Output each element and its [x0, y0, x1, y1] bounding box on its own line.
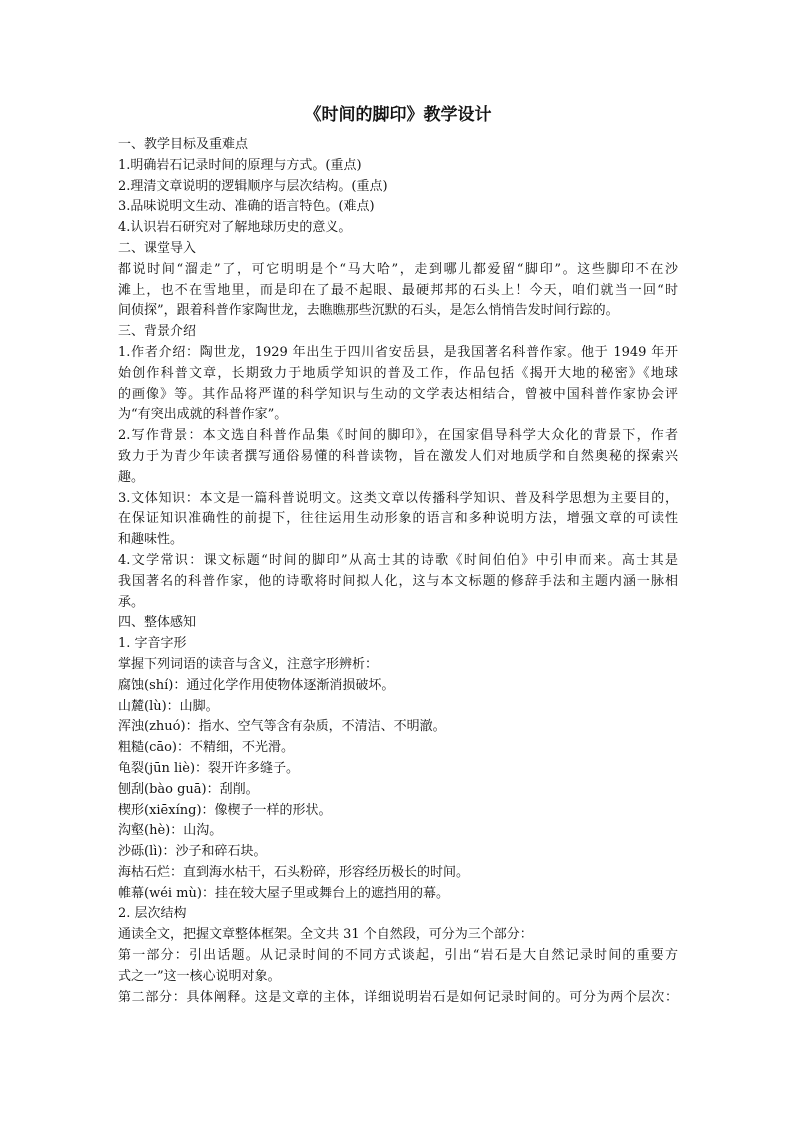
text-line: 通读全文，把握文章整体框架。全文共 31 个自然段，可分为三个部分： [118, 927, 533, 943]
text-line: 1.作者介绍：陶世龙，1929 年出生于四川省安岳县，是我国著名科普作家。他于 1949 年开 [118, 344, 678, 360]
text-line: 滩上，也不在雪地里，而是印在了最不起眼、最硬邦邦的石头上！今天，咱们就当一回“时 [118, 282, 678, 298]
document-lines [118, 135, 678, 1008]
text-line: 楔形(xiēxíng)：像楔子一样的形状。 [118, 802, 332, 818]
text-line: 浑浊(zhuó)：指水、空气等含有杂质，不清洁、不明澈。 [118, 719, 446, 735]
text-line: 4.认识岩石研究对了解地球历史的意义。 [118, 220, 352, 236]
text-line: 第二部分：具体阐释。这是文章的主体，详细说明岩石是如何记录时间的。可分为两个层次： [118, 989, 678, 1005]
text-line: 式之一”这一核心说明对象。 [118, 968, 281, 984]
text-line: 趣。 [118, 469, 145, 485]
text-line: 间侦探”，跟着科普作家陶世龙，去瞧瞧那些沉默的石头，是怎么悄悄告发时间行踪的。 [118, 303, 619, 319]
text-line: 4.文学常识：课文标题“时间的脚印”从高士其的诗歌《时间伯伯》中引申而来。高士其是 [118, 552, 678, 568]
text-line: 刨刮(bào guā)：刮削。 [118, 781, 259, 797]
text-line: 我国著名的科普作家，他的诗歌将时间拟人化，这与本文标题的修辞手法和主题内涵一脉相 [118, 573, 678, 589]
text-line: 一、教学目标及重难点 [118, 137, 249, 152]
text-line: 都说时间“溜走”了，可它明明是个“马大哈”，走到哪儿都爱留“脚印”。这些脚印不在沙 [118, 261, 678, 277]
text-line: 第一部分：引出话题。从记录时间的不同方式谈起，引出“岩石是大自然记录时间的重要方 [118, 948, 678, 964]
text-line: 1.明确岩石记录时间的原理与方式。(重点) [118, 157, 362, 173]
text-line: 为“有突出成就的科普作家”。 [118, 407, 288, 423]
text-line: 帷幕(wéi mù)：挂在较大屋子里或舞台上的遮挡用的幕。 [118, 885, 449, 901]
text-line: 山麓(lù)：山脚。 [118, 698, 219, 714]
text-line: 的画像》等。其作品将严谨的科学知识与生动的文学表达相结合，曾被中国科普作家协会评 [118, 386, 678, 402]
text-line: 1. 字音字形 [118, 636, 187, 652]
text-line: 沙砾(lì)：沙子和碎石块。 [118, 844, 267, 860]
text-line: 沟壑(hè)：山沟。 [118, 823, 223, 839]
text-line: 二、课堂导入 [118, 240, 197, 256]
text-line: 和趣味性。 [118, 532, 184, 548]
text-line: 粗糙(cāo)：不精细，不光滑。 [118, 740, 295, 756]
text-line: 掌握下列词语的读音与含义，注意字形辨析： [118, 656, 379, 672]
text-line: 腐蚀(shí)：通过化学作用使物体逐渐消损破坏。 [118, 677, 395, 693]
text-line: 2.写作背景：本文选自科普作品集《时间的脚印》，在国家倡导科学大众化的背景下，作者 [118, 428, 678, 444]
text-line: 3.文体知识：本文是一篇科普说明文。这类文章以传播科学知识、普及科学思想为主要目的， [118, 490, 678, 506]
text-line: 致力于为青少年读者撰写通俗易懂的科普读物，旨在激发人们对地质学和自然奥秘的探索兴 [118, 448, 678, 464]
text-line: 龟裂(jūn liè)：裂开许多缝子。 [118, 760, 300, 776]
text-line: 承。 [118, 594, 145, 610]
text-line: 3.品味说明文生动、准确的语言特色。(难点) [118, 199, 375, 215]
text-line: 2. 层次结构 [118, 906, 187, 922]
document-body [118, 103, 678, 1008]
text-line: 2.理清文章说明的逻辑顺序与层次结构。(重点) [118, 178, 388, 194]
text-line: 海枯石烂：直到海水枯干，石头粉碎，形容经历极长的时间。 [118, 864, 470, 880]
text-line: 在保证知识准确性的前提下，往往运用生动形象的语言和多种说明方法，增强文章的可读性 [118, 511, 678, 527]
document-title: 《时间的脚印》教学设计 [304, 105, 492, 125]
text-line: 四、整体感知 [118, 615, 197, 631]
text-line: 始创作科普文章，长期致力于地质学知识的普及工作，作品包括《揭开大地的秘密》《地球 [118, 365, 678, 381]
text-line: 三、背景介绍 [118, 324, 197, 340]
